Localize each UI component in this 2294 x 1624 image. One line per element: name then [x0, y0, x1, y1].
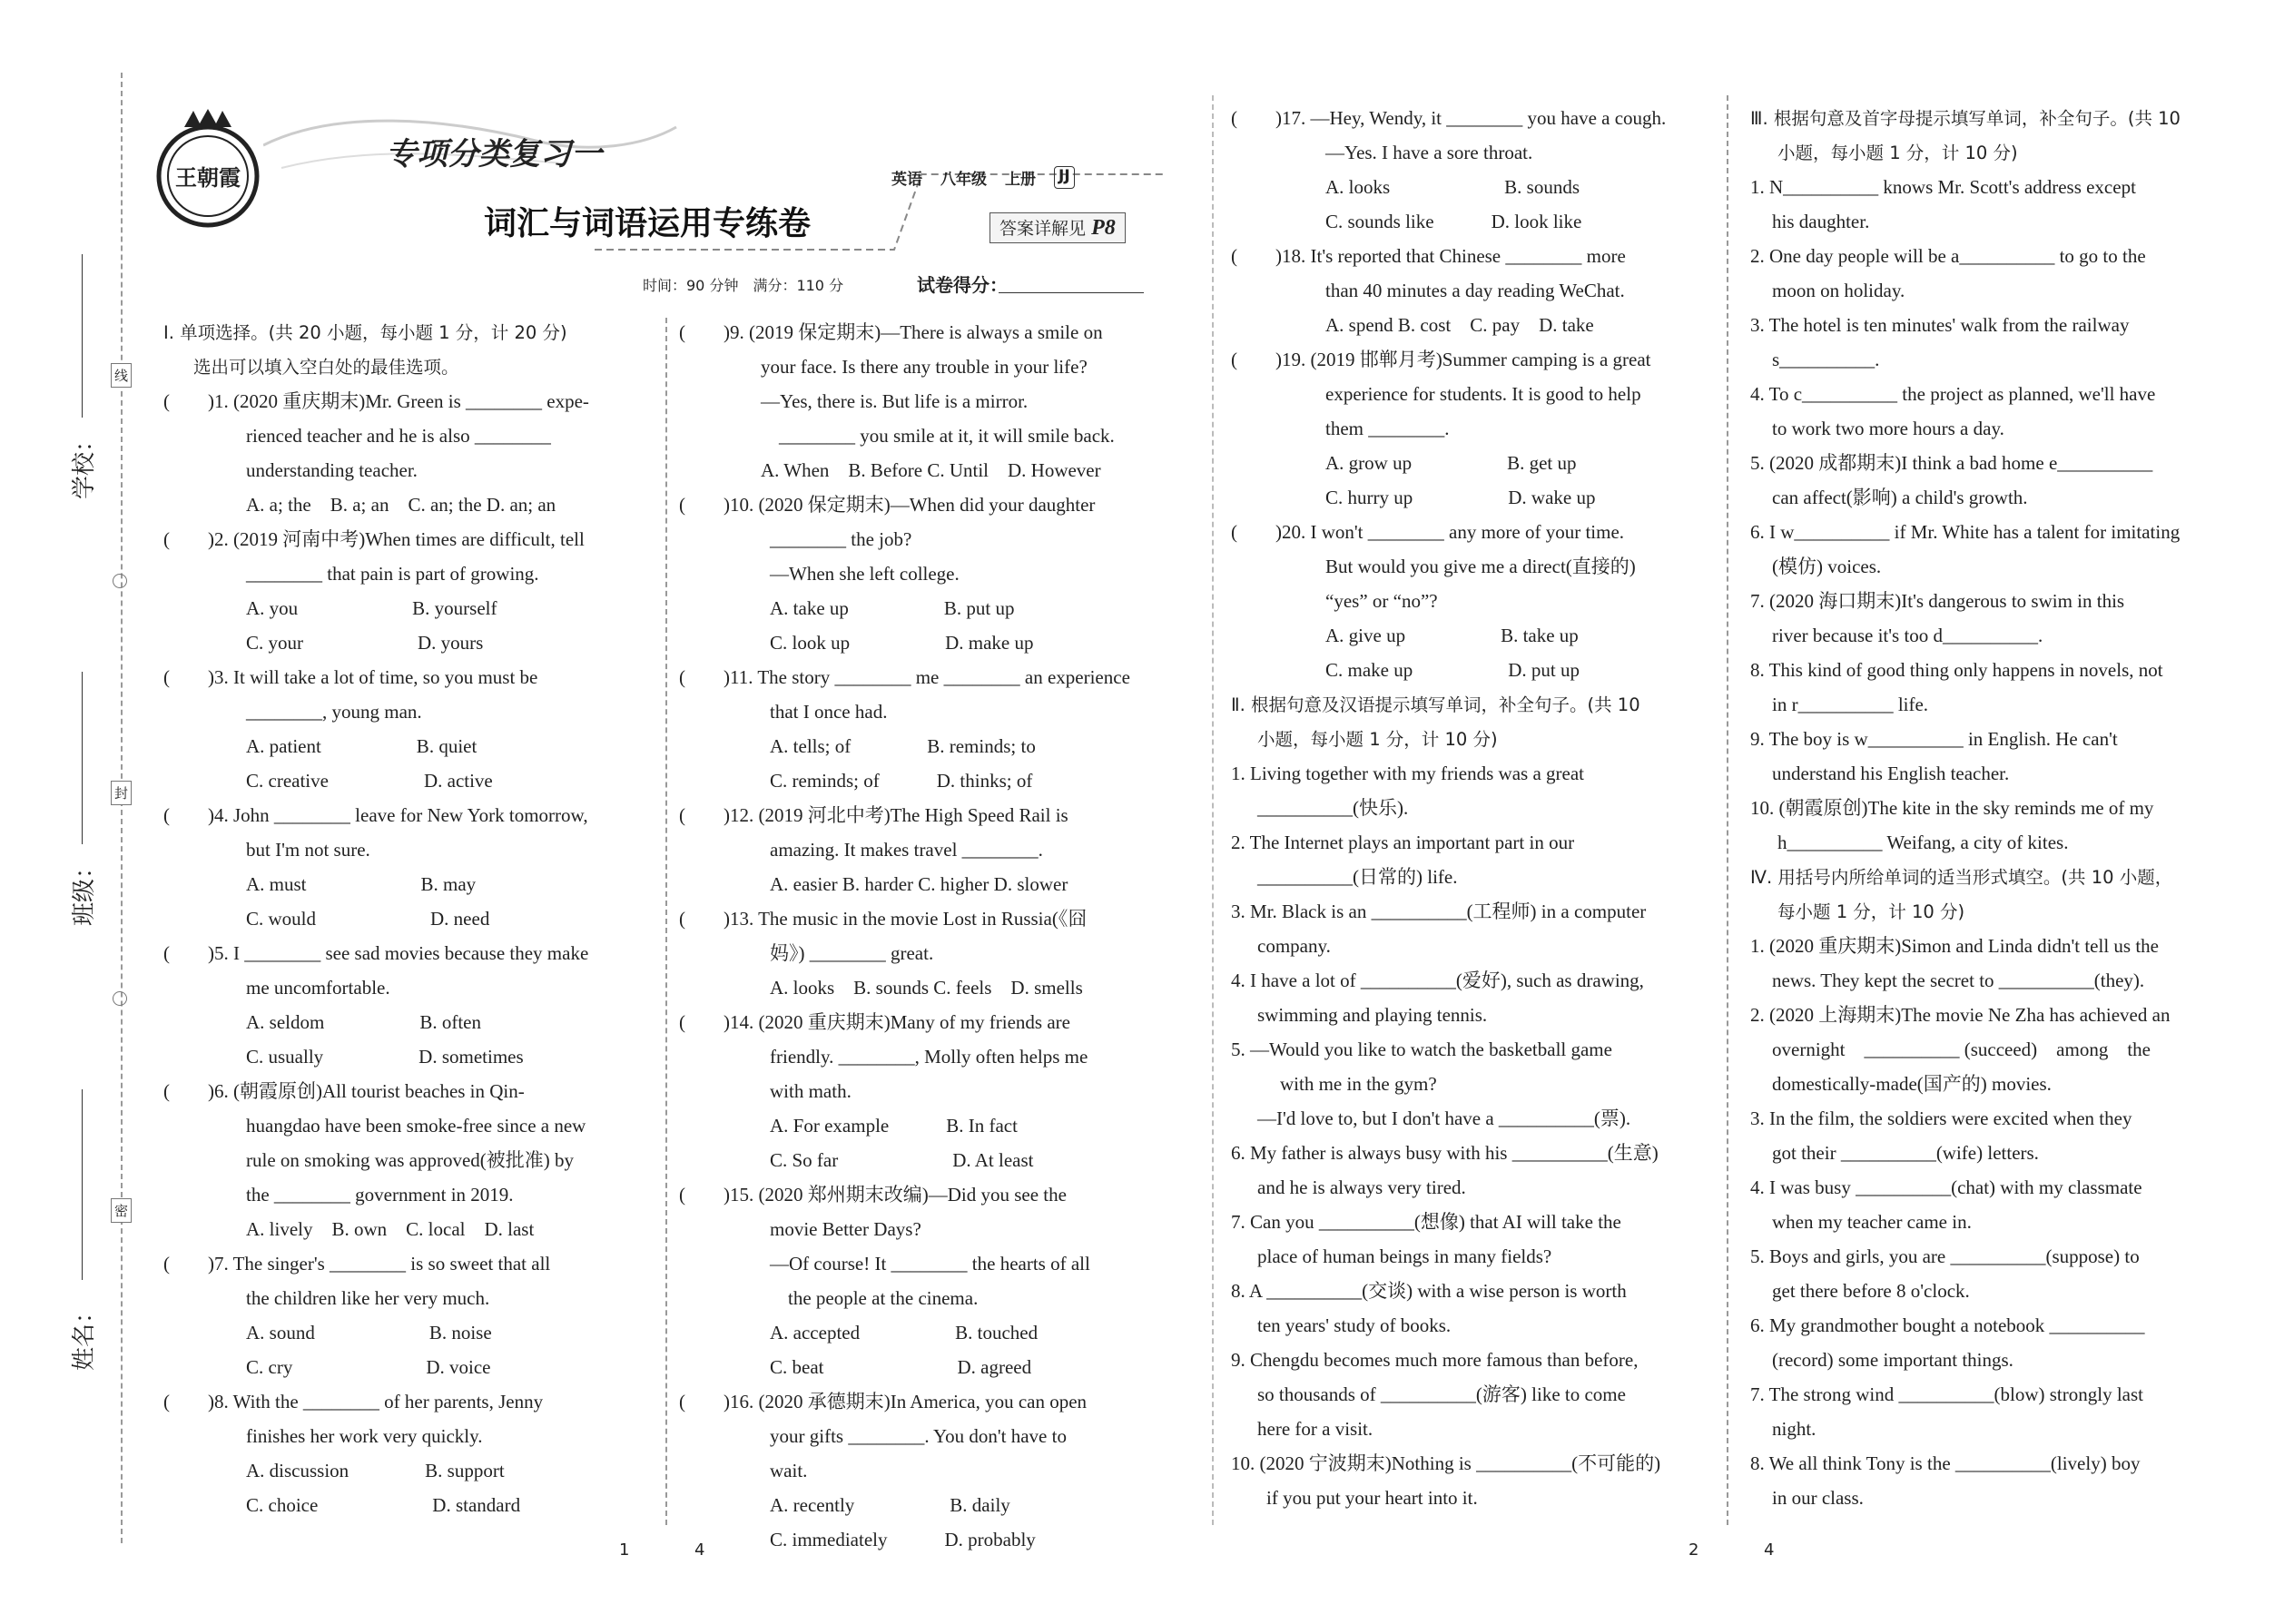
question-line: A. accepted B. touched: [770, 1322, 1039, 1343]
question-line: ( )8. With the ________ of her parents, Jenny: [163, 1391, 544, 1412]
question-line: 6. I w__________ if Mr. White has a talent for imitating: [1750, 521, 2181, 543]
question-line: me uncomfortable.: [246, 977, 390, 999]
class-field-line: [82, 672, 83, 844]
page-divider: [1212, 95, 1214, 1525]
question-line: 8. We all think Tony is the __________(lively) boy: [1750, 1452, 2141, 1474]
question-line: C. your D. yours: [246, 632, 484, 654]
question-line: ( )19. (2019 邯郸月考)Summer camping is a great: [1231, 349, 1651, 370]
question-line: C. creative D. active: [246, 770, 493, 792]
question-line: ( )5. I ________ see sad movies because they make: [163, 942, 589, 964]
school-field-line: [82, 254, 83, 418]
question-line: ( )20. I won't ________ any more of your time.: [1231, 521, 1625, 543]
section-heading: 小题，每小题 1 分，计 10 分): [1257, 729, 1498, 750]
question-line: overnight __________ (succeed) among the: [1772, 1038, 2151, 1060]
subject-tags: [891, 166, 1075, 189]
binding-strip: [54, 254, 163, 1398]
question-line: 6. My father is always busy with his __________(生意): [1231, 1142, 1659, 1164]
question-line: (模仿) voices.: [1772, 556, 1882, 577]
question-line: them ________.: [1325, 418, 1450, 439]
time-info: 时间：90 分钟 满分：110 分: [643, 277, 844, 294]
question-line: your face. Is there any trouble in your life?: [761, 356, 1088, 378]
answer-page: P8: [1091, 216, 1116, 240]
question-line: experience for students. It is good to help: [1325, 383, 1641, 405]
question-line: 3. Mr. Black is an __________(工程师) in a computer: [1231, 901, 1647, 922]
question-line: that I once had.: [770, 701, 888, 723]
question-line: ( )4. John ________ leave for New York tomorrow,: [163, 804, 588, 826]
question-line: with math.: [770, 1080, 852, 1102]
question-line: 2. (2020 上海期末)The movie Ne Zha has achieved an: [1750, 1004, 2171, 1026]
question-line: __________(快乐).: [1257, 797, 1409, 819]
tag-volume: 上册: [1005, 171, 1036, 189]
question-line: amazing. It makes travel ________.: [770, 839, 1043, 861]
name-field-label: 姓名：: [71, 1299, 98, 1371]
question-line: place of human beings in many fields?: [1257, 1245, 1552, 1267]
question-line: 4. I have a lot of __________(爱好), such as drawing,: [1231, 969, 1644, 991]
question-line: A. you B. yourself: [246, 597, 497, 619]
question-line: “yes” or “no”?: [1325, 590, 1438, 612]
seal-mark-secret: 密: [111, 1198, 132, 1223]
question-line: understand his English teacher.: [1772, 763, 2010, 784]
question-line: __________(日常的) life.: [1257, 866, 1458, 888]
question-line: 妈》) ________ great.: [770, 942, 934, 964]
question-line: ( )14. (2020 重庆期末)Many of my friends are: [679, 1011, 1070, 1033]
question-line: ( )7. The singer's ________ is so sweet that all: [163, 1253, 551, 1275]
question-line: 8. This kind of good thing only happens in novels, not: [1750, 659, 2163, 681]
question-line: movie Better Days?: [770, 1218, 921, 1240]
question-line: A. patient B. quiet: [246, 735, 478, 757]
school-field-label: 学校：: [71, 428, 98, 499]
question-line: 1. Living together with my friends was a great: [1231, 763, 1584, 784]
question-line: 10. (2020 宁波期末)Nothing is __________(不可能的): [1231, 1452, 1661, 1474]
seal-mark-line: 线: [111, 363, 132, 388]
question-line: A. discussion B. support: [246, 1460, 505, 1481]
question-line: 5. —Would you like to watch the basketball game: [1231, 1038, 1612, 1060]
question-line: A. tells; of B. reminds; to: [770, 735, 1036, 757]
question-line: 7. (2020 海口期末)It's dangerous to swim in this: [1750, 590, 2125, 612]
question-line: rule on smoking was approved(被批准) by: [246, 1149, 575, 1171]
question-line: C. usually D. sometimes: [246, 1046, 524, 1068]
tag-grade: 八年级: [940, 171, 987, 189]
page-number-right-b: 4: [1764, 1540, 1775, 1560]
question-line: company.: [1257, 935, 1331, 957]
question-line: C. make up D. put up: [1325, 659, 1580, 681]
question-line: to work two more hours a day.: [1772, 418, 2004, 439]
section-heading: Ⅲ. 根据句意及首字母提示填写单词，补全句子。(共 10: [1750, 108, 2181, 129]
question-line: 2. The Internet plays an important part in our: [1231, 832, 1575, 853]
column-divider: [1727, 95, 1728, 1525]
question-line: rienced teacher and he is also ________: [246, 425, 551, 447]
question-line: get there before 8 o'clock.: [1772, 1280, 1970, 1302]
question-line: ( )17. —Hey, Wendy, it ________ you have a cough.: [1231, 107, 1667, 129]
class-field-label: 班级：: [71, 854, 98, 926]
question-line: ( )13. The music in the movie Lost in Russia(《囧: [679, 908, 1088, 930]
question-line: 4. I was busy __________(chat) with my classmate: [1750, 1176, 2142, 1198]
answer-note-label: 答案详解见: [999, 219, 1087, 239]
question-line: A. spend B. cost C. pay D. take: [1325, 314, 1594, 336]
question-line: A. must B. may: [246, 873, 477, 895]
question-line: 9. The boy is w__________ in English. He can't: [1750, 728, 2118, 750]
question-line: can affect(影响) a child's growth.: [1772, 487, 2028, 508]
page-number-left-b: 4: [694, 1540, 705, 1560]
question-line: friendly. ________, Molly often helps me: [770, 1046, 1088, 1068]
question-line: so thousands of __________(游客) like to come: [1257, 1383, 1626, 1405]
question-line: your gifts ________. You don't have to: [770, 1425, 1067, 1447]
question-line: ( )18. It's reported that Chinese ________ more: [1231, 245, 1626, 267]
column-divider: [665, 318, 667, 1525]
answer-note-box: [989, 212, 1126, 243]
section-heading: Ⅳ. 用括号内所给单词的适当形式填空。(共 10 小题，: [1750, 867, 2173, 888]
question-line: A. easier B. harder C. higher D. slower: [770, 873, 1068, 895]
question-line: ( )12. (2019 河北中考)The High Speed Rail is: [679, 804, 1068, 826]
question-line: —Yes. I have a sore throat.: [1325, 142, 1533, 163]
question-line: when my teacher came in.: [1772, 1211, 1972, 1233]
question-line: river because it's too d__________.: [1772, 625, 2043, 646]
question-line: news. They kept the secret to __________(they).: [1772, 969, 2145, 991]
score-field[interactable]: [999, 292, 1144, 293]
question-line: ( )15. (2020 郑州期末改编)—Did you see the: [679, 1184, 1067, 1206]
question-line: C. immediately D. probably: [770, 1529, 1036, 1550]
question-line: A. When B. Before C. Until D. However: [761, 459, 1101, 481]
question-line: A. lively B. own C. local D. last: [246, 1218, 535, 1240]
question-line: C. choice D. standard: [246, 1494, 521, 1516]
question-line: A. sound B. noise: [246, 1322, 492, 1343]
section-heading: 小题，每小题 1 分，计 10 分): [1777, 143, 2018, 163]
section-heading: Ⅱ. 根据句意及汉语提示填写单词，补全句子。(共 10: [1231, 694, 1640, 715]
name-field-line: [82, 1089, 83, 1280]
question-line: 6. My grandmother bought a notebook __________: [1750, 1314, 2145, 1336]
question-line: ( )1. (2020 重庆期末)Mr. Green is ________ expe-: [163, 390, 589, 412]
binding-dot-icon: [113, 991, 127, 1006]
paper-title: 词汇与词语运用专练卷: [484, 204, 812, 242]
question-line: 2. One day people will be a__________ to go to the: [1750, 245, 2146, 267]
question-line: than 40 minutes a day reading WeChat.: [1325, 280, 1625, 301]
question-line: domestically-made(国产的) movies.: [1772, 1073, 2052, 1095]
question-line: C. cry D. voice: [246, 1356, 491, 1378]
question-line: and he is always very tired.: [1257, 1176, 1466, 1198]
question-line: ________, young man.: [246, 701, 422, 723]
question-line: got their __________(wife) letters.: [1772, 1142, 2039, 1164]
question-line: in our class.: [1772, 1487, 1864, 1509]
question-line: wait.: [770, 1460, 808, 1481]
seal-mark-seal: 封: [111, 781, 132, 805]
question-line: understanding teacher.: [246, 459, 418, 481]
question-line: A. looks B. sounds: [1325, 176, 1580, 198]
logo-badge: [153, 107, 263, 229]
section-heading: 选出可以填入空白处的最佳选项。: [193, 357, 459, 378]
question-line: ( )2. (2019 河南中考)When times are difficult, tell: [163, 528, 585, 550]
tag-edition: JJ: [1054, 166, 1075, 189]
question-line: the ________ government in 2019.: [246, 1184, 514, 1206]
question-line: 1. (2020 重庆期末)Simon and Linda didn't tell us the: [1750, 935, 2159, 957]
question-line: but I'm not sure.: [246, 839, 370, 861]
question-line: 1. N__________ knows Mr. Scott's address except: [1750, 176, 2136, 198]
question-line: A. For example B. In fact: [770, 1115, 1018, 1137]
question-line: night.: [1772, 1418, 1816, 1440]
question-line: huangdao have been smoke-free since a new: [246, 1115, 586, 1137]
question-line: A. recently B. daily: [770, 1494, 1010, 1516]
question-line: C. beat D. agreed: [770, 1356, 1032, 1378]
question-line: the children like her very much.: [246, 1287, 490, 1309]
question-line: A. looks B. sounds C. feels D. smells: [770, 977, 1083, 999]
question-line: ________ the job?: [770, 528, 912, 550]
question-line: C. hurry up D. wake up: [1325, 487, 1596, 508]
question-line: the people at the cinema.: [788, 1287, 979, 1309]
question-line: ________ that pain is part of growing.: [246, 563, 539, 585]
question-line: 5. (2020 成都期末)I think a bad home e__________: [1750, 452, 2153, 474]
question-line: C. reminds; of D. thinks; of: [770, 770, 1033, 792]
question-line: 7. The strong wind __________(blow) strongly last: [1750, 1383, 2144, 1405]
question-line: ________ you smile at it, it will smile back.: [779, 425, 1115, 447]
question-line: A. give up B. take up: [1325, 625, 1579, 646]
question-line: s__________.: [1772, 349, 1880, 370]
binding-dot-icon: [113, 574, 127, 588]
question-line: if you put your heart into it.: [1266, 1487, 1478, 1509]
question-line: his daughter.: [1772, 211, 1870, 232]
question-line: 9. Chengdu becomes much more famous than before,: [1231, 1349, 1639, 1371]
question-line: —I'd love to, but I don't have a __________(票).: [1257, 1107, 1631, 1129]
section-heading: Ⅰ. 单项选择。(共 20 小题，每小题 1 分，计 20 分): [163, 322, 567, 343]
series-title: 专项分类复习一: [386, 136, 602, 172]
question-line: 10. (朝霞原创)The kite in the sky reminds me of my: [1750, 797, 2154, 819]
section-heading: 每小题 1 分，计 10 分): [1777, 901, 1965, 922]
question-line: C. would D. need: [246, 908, 490, 930]
question-line: —Yes, there is. But life is a mirror.: [761, 390, 1029, 412]
question-line: ( )6. (朝霞原创)All tourist beaches in Qin-: [163, 1080, 525, 1102]
question-line: C. sounds like D. look like: [1325, 211, 1582, 232]
question-line: C. So far D. At least: [770, 1149, 1034, 1171]
logo-text: 王朝霞: [175, 164, 241, 191]
question-line: (record) some important things.: [1772, 1349, 2013, 1371]
question-line: finishes her work very quickly.: [246, 1425, 483, 1447]
question-line: ten years' study of books.: [1257, 1314, 1452, 1336]
page-number-left-a: 1: [619, 1540, 630, 1560]
question-line: ( )10. (2020 保定期末)—When did your daughter: [679, 494, 1096, 516]
question-line: ( )16. (2020 承德期末)In America, you can open: [679, 1391, 1088, 1412]
score-label: 试卷得分：: [917, 274, 1008, 296]
question-line: 7. Can you __________(想像) that AI will take the: [1231, 1211, 1621, 1233]
question-line: ( )9. (2019 保定期末)—There is always a smile on: [679, 321, 1103, 343]
page-number-right-a: 2: [1689, 1540, 1699, 1560]
question-line: swimming and playing tennis.: [1257, 1004, 1488, 1026]
question-line: —Of course! It ________ the hearts of all: [770, 1253, 1090, 1275]
question-line: A. a; the B. a; an C. an; the D. an; an: [246, 494, 556, 516]
question-line: 3. In the film, the soldiers were excited when they: [1750, 1107, 2132, 1129]
tag-subject: 英语: [891, 171, 922, 189]
question-line: But would you give me a direct(直接的): [1325, 556, 1636, 577]
question-line: ( )3. It will take a lot of time, so you must be: [163, 666, 538, 688]
question-line: 5. Boys and girls, you are __________(suppose) to: [1750, 1245, 2140, 1267]
question-line: 4. To c__________ the project as planned, we'll have: [1750, 383, 2156, 405]
question-line: A. grow up B. get up: [1325, 452, 1577, 474]
question-line: in r__________ life.: [1772, 694, 1929, 715]
question-line: 8. A __________(交谈) with a wise person is worth: [1231, 1280, 1627, 1302]
question-line: with me in the gym?: [1280, 1073, 1437, 1095]
question-line: 3. The hotel is ten minutes' walk from the railway: [1750, 314, 2130, 336]
question-line: —When she left college.: [770, 563, 960, 585]
question-line: A. take up B. put up: [770, 597, 1015, 619]
question-line: h__________ Weifang, a city of kites.: [1777, 832, 2069, 853]
question-line: ( )11. The story ________ me ________ an experience: [679, 666, 1130, 688]
question-line: C. look up D. make up: [770, 632, 1034, 654]
question-line: A. seldom B. often: [246, 1011, 481, 1033]
question-line: moon on holiday.: [1772, 280, 1905, 301]
question-line: here for a visit.: [1257, 1418, 1373, 1440]
